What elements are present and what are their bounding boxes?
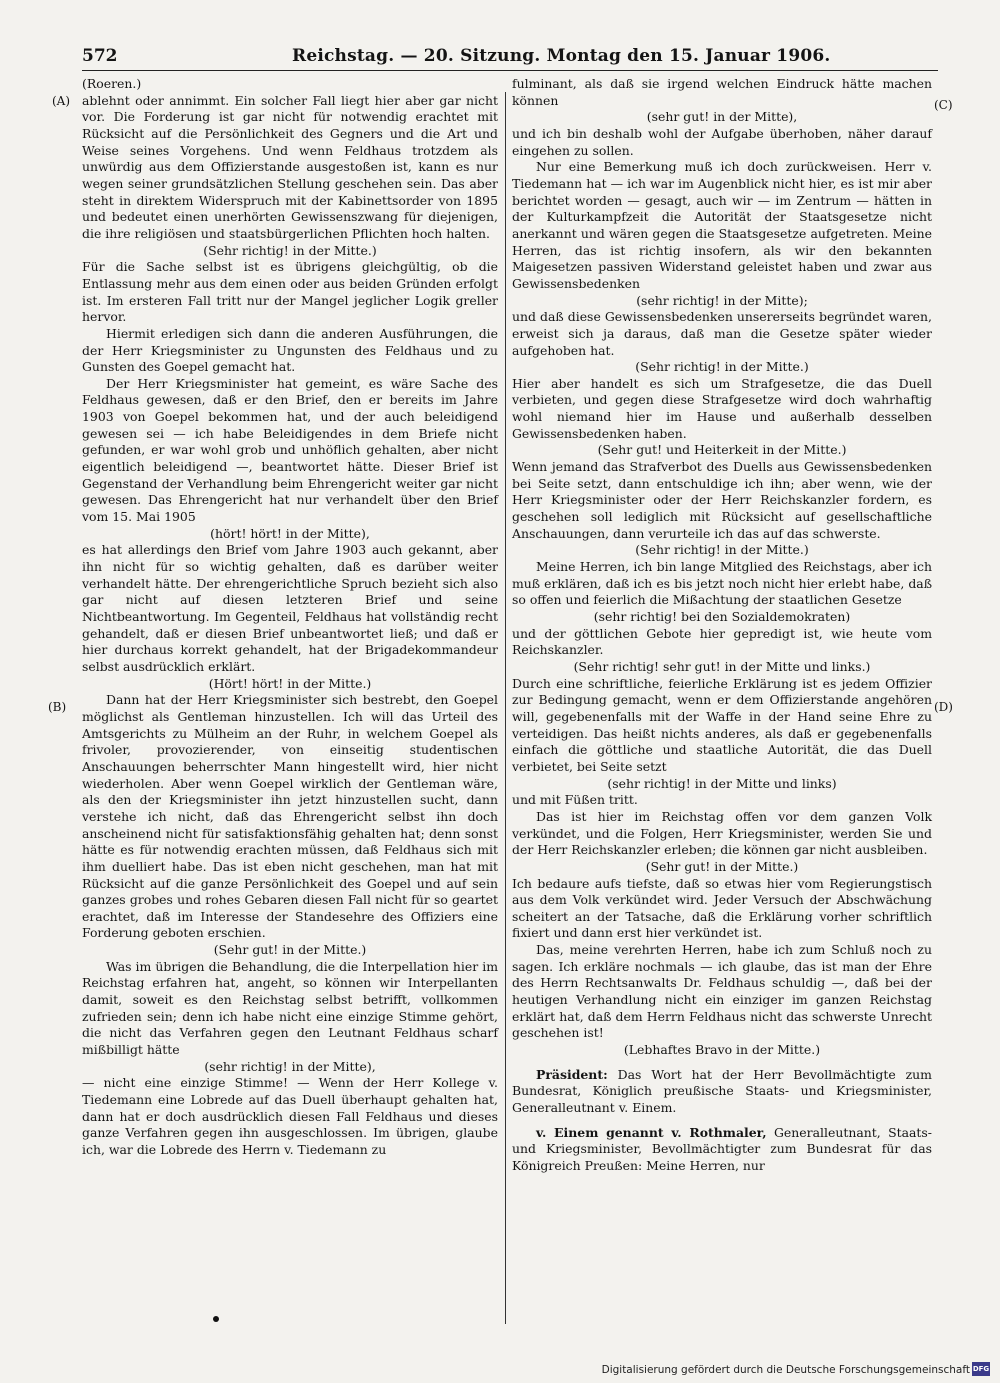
right-column-paragraph: (sehr gut! in der Mitte), [646,109,798,125]
left-column-paragraph: (sehr richtig! in der Mitte), [204,1058,376,1074]
left-column-paragraph: (Hört! hört! in der Mitte.) [208,675,372,691]
right-column-paragraph: Hier aber handelt es sich um Strafgesetze, die das Duell verbieten, und gegen diese Strafgesetze wird doch wahrhaftig wohl niemand hier im Hause und außerhalb desselben Gewissensbedenken haben. [512,375,932,441]
right-column-paragraph: und ich bin deshalb wohl der Aufgabe überhoben, näher darauf eingehen zu sollen. [512,125,932,158]
margin-mark-d: (D) [934,700,953,714]
margin-mark-a: (A) [52,94,71,108]
right-column-paragraph: Nur eine Bemerkung muß ich doch zurückweisen. Herr v. Tiedemann hat — ich war im Augenblick nicht hier, es ist mir aber berichtet worden — gesagt, auch wir — im Zentrum — hätten in der Kulturkampfzeit die Autorität der Staatsgesetze nicht anerkannt und wären gegen die Staatsgesetze aufgetreten. Meine Herren, das ist richtig insofern, als wir den bekannten Maigesetzen passiven Widerstand geleistet haben und zwar aus Gewissensbedenken [512,159,932,291]
right-column-paragraphs [512,76,932,1059]
left-column-paragraph: Der Herr Kriegsminister hat gemeint, es wäre Sache des Feldhaus gewesen, daß er den Brief, den er bereits im Jahre 1903 von Goepel bekommen hat, und der auch beleidigend gewesen sei — ich habe Beleidigendes in dem Briefe nicht gefunden, er war wohl grob und unhöflich gehalten, aber nicht eigentlich beleidigend —, beantwortet hätte. Dieser Brief ist Gegenstand der Verhandlung beim Ehrengericht weiter gar nicht gewesen. Das Ehrengericht hat nur verhandelt über den Brief vom 15. Mai 1905 [82,375,498,525]
left-column-paragraph: Dann hat der Herr Kriegsminister sich bestrebt, den Goepel möglichst als Gentleman hinzustellen. Ich will das Urteil des Amtsgerichts zu Mülheim an der Ruhr, in welchem Goepel als frivoler, provozierender, von einseitig studentischen Anschauungen beherrschter Mann hingestellt wird, hier nicht wiederholen. Aber wenn Goepel wirklich der Gentleman wäre, als den der Kriegsminister ihn jetzt hinzustellen sucht, dann verstehe ich nicht, daß das Ehrengericht selbst ihn doch anscheinend nicht für satisfaktionsfähig gehalten hat; denn sonst hätte es für notwendig erachten müssen, daß Feldhaus sich mit ihm duelliert habe. Das ist eben nicht geschehen, man hat mit Rücksicht auf die ganze Persönlichkeit des Goepel und auf sein ganzes grobes und rohes Gebaren diesen Fall nicht für so geartet erachtet, daß im Interesse der Standesehre des Offiziers eine Forderung geboten erschien. [82,692,498,941]
left-column-paragraph: (Sehr gut! in der Mitte.) [213,942,367,958]
right-column-paragraph: (Sehr gut! und Heiterkeit in der Mitte.) [597,442,847,458]
left-column-paragraph: es hat allerdings den Brief vom Jahre 1903 auch gekannt, aber ihn nicht für so wichtig gehalten, daß es darüber weiter verhandelt hätte. Der ehrengerichtliche Spruch bezieht sich also gar nicht auf diesen letzteren Brief und seine Nichtbeantwortung. Im Gegenteil, Feldhaus hat vollständig recht gehandelt, daß er diesen Brief unbeantwortet ließ; und daß er hier durchaus korrekt gehandelt, hat der Brigadekommandeur selbst ausdrücklich erklärt. [82,542,498,674]
page-number: 572 [82,46,118,66]
right-column-paragraph: (Sehr richtig! sehr gut! in der Mitte und links.) [573,658,871,674]
ornament-dot [213,1316,219,1322]
running-header [82,46,938,72]
right-column-paragraph: fulminant, als daß sie irgend welchen Eindruck hätte machen können [512,76,932,108]
president-text: Das Wort hat der Herr Bevollmächtigte zum Bundesrat, Königlich preußische Staats- und Kriegsminister, Generalleutnant v. Einem. [512,1066,932,1116]
dfg-logo: DFG [972,1362,990,1376]
right-column-paragraph: und daß diese Gewissensbedenken unsererseits begründet waren, erweist sich ja daraus, daß man die Gesetze später wieder aufgehoben hat. [512,309,932,358]
left-column-paragraph: (hört! hört! in der Mitte), [210,525,370,541]
left-column-paragraph: (Sehr richtig! in der Mitte.) [203,242,377,258]
margin-mark-b: (B) [48,700,67,714]
footer-credit: Digitalisierung gefördert durch die Deutsche Forschungsgemeinschaft [601,1364,970,1376]
right-column-paragraph: (sehr richtig! bei den Sozialdemokraten) [593,609,851,624]
right-column-paragraph: Das, meine verehrten Herren, habe ich zum Schluß noch zu sagen. Ich erkläre nochmals — ich glaube, das ist man der Ehre des Herrn Rechtsanwalts Dr. Feldhaus schuldig —, daß bei der heutigen Verhandlung nicht ein einziger im ganzen Reichstag erklärt hat, daß dem Herrn Feldhaus nicht das schwerste Unrecht geschehen ist! [512,942,932,1041]
right-column-paragraph: (Sehr gut! in der Mitte.) [645,858,799,874]
right-column-paragraph: (sehr richtig! in der Mitte); [636,292,808,308]
right-column-paragraph: (Sehr richtig! in der Mitte.) [635,359,809,375]
speaker-einem: v. Einem genannt v. Rothmaler, [536,1124,767,1140]
margin-mark-c: (C) [934,98,953,112]
right-column-paragraph: Meine Herren, ich bin lange Mitglied des Reichstags, aber ich muß erklären, daß ich es bis jetzt noch nicht hier erlebt habe, daß so offen und feierlich die Mißachtung der staatlichen Gesetze [512,559,932,608]
einem-text: Generalleutnant, Staats- und Kriegsminister, Bevollmächtigter zum Bundesrat für das Königreich Preußen: Meine Herren, nur [512,1124,933,1173]
speaker-president: Präsident: [536,1066,608,1082]
column-divider [505,92,506,1324]
left-column [82,76,498,1159]
left-column-paragraph: Für die Sache selbst ist es übrigens gleichgültig, ob die Entlassung mehr aus dem einen oder aus beiden Gründen erfolgt ist. Im ersteren Fall tritt nur der Mangel jeglicher Logik greller hervor. [82,259,498,325]
right-column-paragraph: Ich bedaure aufs tiefste, daß so etwas hier vom Regierungstisch aus dem Volk verkündet wird. Jeder Versuch der Abschwächung scheitert an der Tatsache, daß die Erklärung vorher schriftlich fixiert und dann erst hier verkündet ist. [512,875,932,941]
right-column-paragraph: (sehr richtig! in der Mitte und links) [607,775,837,791]
right-column [512,76,932,1175]
running-title: Reichstag. — 20. Sitzung. Montag den 15. Januar 1906. [292,46,831,66]
left-column-paragraph: ablehnt oder annimmt. Ein solcher Fall liegt hier aber gar nicht vor. Die Forderung ist gar nicht für notwendig erachtet mit Rücksicht auf die Persönlichkeit des Gegners und die Art und Weise seines Vorgehens. Und wenn Feldhaus trotzdem als unwürdig aus dem Offizierstande ausgestoßen ist, kann es nur wegen seiner grundsätzlichen Stellung geschehen sein. Das aber steht in direktem Widerspruch mit der Kabinettsorder von 1895 und bedeutet einen unerhörten Gewissenszwang für diejenigen, die ihre religiösen und staatsbürgerlichen Pflichten hoch halten. [82,92,498,241]
right-column-paragraph: und der göttlichen Gebote hier gepredigt ist, wie heute vom Reichskanzler. [512,625,932,658]
left-column-paragraph: — nicht eine einzige Stimme! — Wenn der Herr Kollege v. Tiedemann eine Lobrede auf das Duell überhaupt gehalten hat, dann hat er doch ausdrücklich diesen Fall Feldhaus und dieses ganze Verfahren gegen ihn ausgeschlossen. Im übrigen, glaube ich, war die Lobrede des Herrn v. Tiedemann zu [82,1075,498,1157]
left-column-paragraph: Was im übrigen die Behandlung, die die Interpellation hier im Reichstag erfahren hat, angeht, so können wir Interpellanten damit, soweit es den Reichstag selbst betrifft, vollkommen zufrieden sein; denn ich habe nicht eine einzige Stimme gehört, die nicht das Verfahren gegen den Leutnant Feldhaus scharf mißbilligt hätte [82,958,498,1058]
left-column-paragraph: (Roeren.) [82,76,142,91]
right-column-paragraph: (Lebhaftes Bravo in der Mitte.) [623,1042,821,1058]
right-column-paragraph: (Sehr richtig! in der Mitte.) [635,542,809,558]
einem-speech [512,1125,932,1175]
right-column-paragraph: Durch eine schriftliche, feierliche Erklärung ist es jedem Offizier zur Bedingung gemacht, wenn er dem Offizierstande angehören will, gegebenenfalls mit der Waffe in der Hand seine Ehre zu verteidigen. Das heißt nichts anderes, als daß er gegebenenfalls einfach die göttliche und staatliche Autorität, die das Duell verbietet, bei Seite setzt [512,675,932,774]
left-column-paragraph: Hiermit erledigen sich dann die anderen Ausführungen, die der Herr Kriegsminister zu Ungunsten des Feldhaus und zu Gunsten des Goepel gemacht hat. [82,325,498,375]
right-column-paragraph: Das ist hier im Reichstag offen vor dem ganzen Volk verkündet, und die Folgen, Herr Kriegsminister, werden Sie und der Herr Reichskanzler erleben; die können gar nicht ausbleiben. [512,808,932,858]
right-column-paragraph: und mit Füßen tritt. [512,792,638,808]
header-rule [82,70,938,71]
right-column-paragraph: Wenn jemand das Strafverbot des Duells aus Gewissensbedenken bei Seite setzt, dann entschuldige ich ihn; aber wenn, wie der Herr Kriegsminister oder der Herr Reichskanzler fordern, es geschehen soll lediglich mit Rücksicht auf gesellschaftliche Anschauungen, dann verurteile ich das auf das schwerste. [512,459,932,541]
president-speech [512,1067,932,1117]
